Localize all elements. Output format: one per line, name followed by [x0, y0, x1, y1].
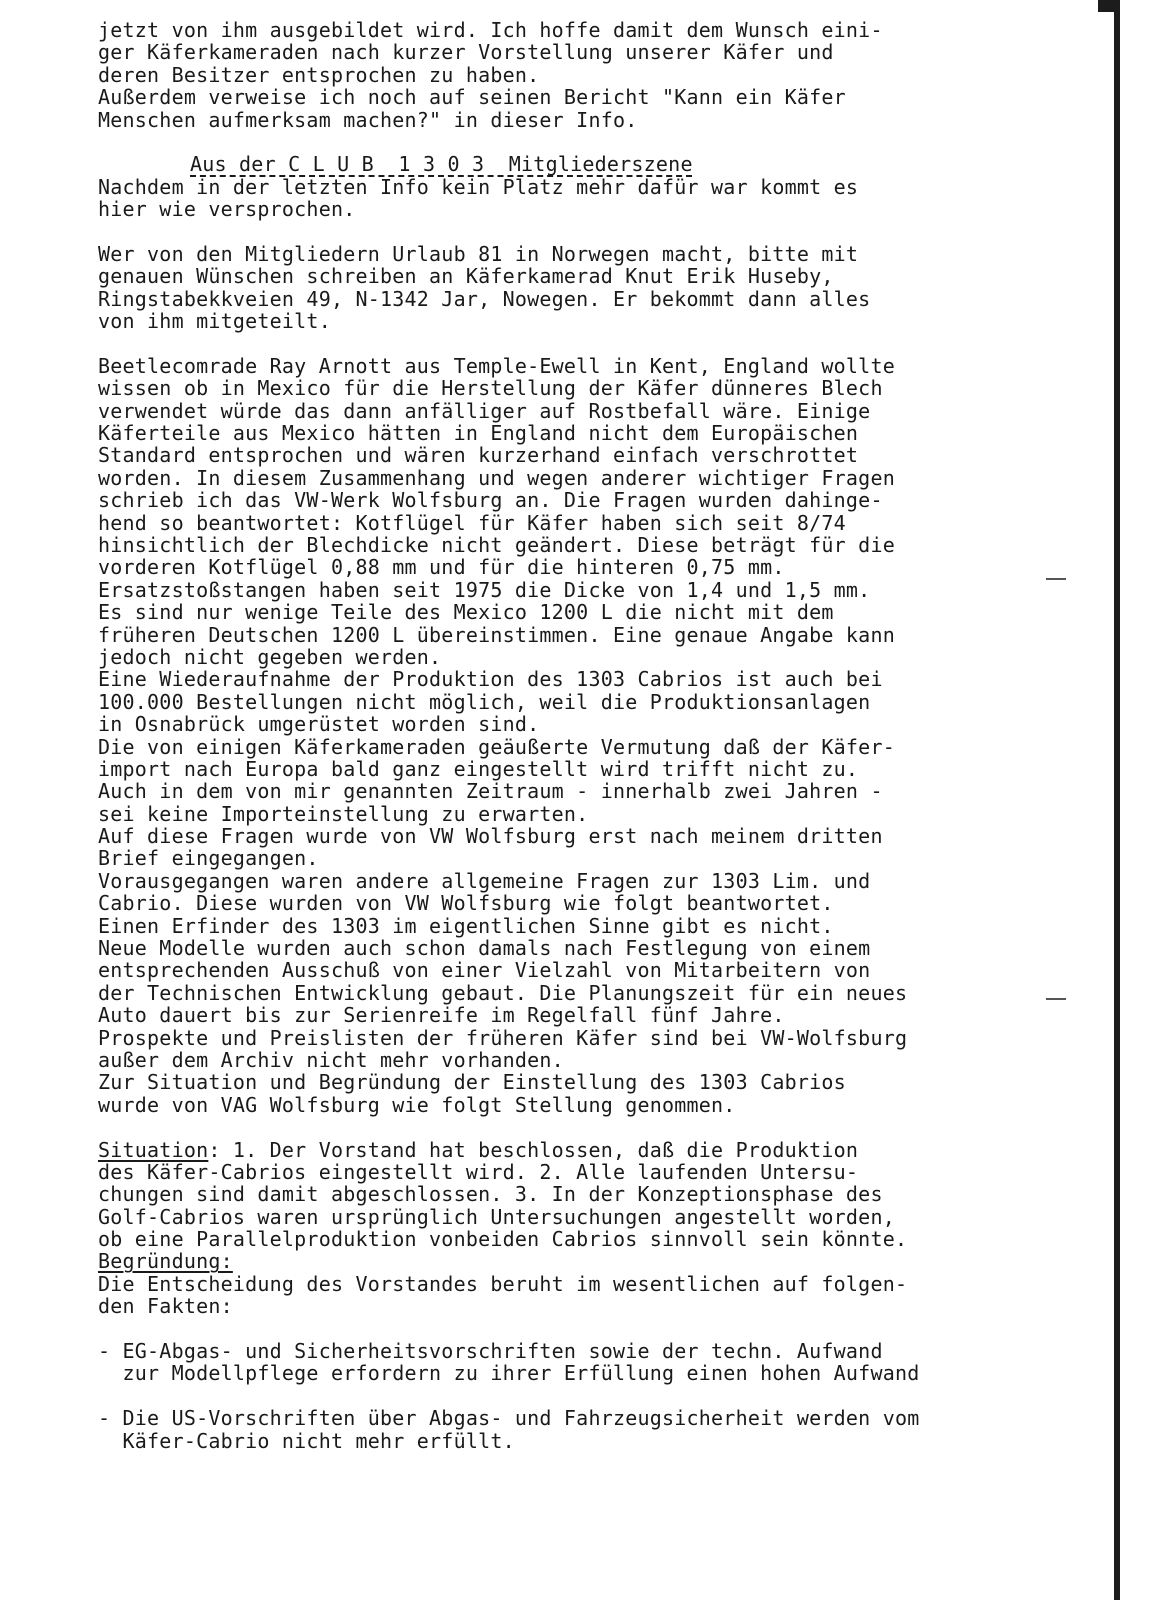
text-line: Standard entsprochen und wären kurzerhand einfach verschrottet — [98, 443, 859, 468]
section-heading — [98, 153, 1038, 175]
text-line: Auch in dem von mir genannten Zeitraum - innerhalb zwei Jahren - — [98, 779, 883, 804]
text-line: wissen ob in Mexico für die Herstellung der Käfer dünneres Blech — [98, 376, 883, 401]
text-line: Ringstabekkveien 49, N-1342 Jar, Nowegen. Er bekommt dann alles — [98, 286, 871, 311]
text-line: verwendet würde das dann anfälliger auf Rostbefall wäre. Einige — [98, 398, 871, 423]
text-line: Nachdem in der letzten Info kein Platz mehr dafür war kommt es — [98, 174, 859, 199]
text-line: Vorausgegangen waren andere allgemeine Fragen zur 1303 Lim. und — [98, 868, 871, 893]
text-line: früheren Deutschen 1200 L übereinstimmen. Eine genaue Angabe kann — [98, 622, 895, 647]
text-line: ger Käferkameraden nach kurzer Vorstellung unserer Käfer und — [98, 40, 834, 65]
text-line: sei keine Importeinstellung zu erwarten. — [98, 801, 589, 826]
text-line: wurde von VAG Wolfsburg wie folgt Stellung genommen. — [98, 1092, 736, 1117]
text-line: Auto dauert bis zur Serienreife im Regelfall fünf Jahre. — [98, 1003, 785, 1028]
text-line: Einen Erfinder des 1303 im eigentlichen Sinne gibt es nicht. — [98, 913, 834, 938]
text-line: Die von einigen Käferkameraden geäußerte Vermutung daß der Käfer- — [98, 734, 895, 759]
bullet-line: - EG-Abgas- und Sicherheitsvorschriften sowie der techn. Aufwand — [98, 1339, 883, 1364]
text-line: 100.000 Bestellungen nicht möglich, weil die Produktionsanlagen — [98, 689, 871, 714]
document-body — [98, 19, 1038, 1452]
begruendung-label: Begründung: — [98, 1249, 233, 1274]
text-line: Brief eingegangen. — [98, 846, 319, 871]
text-line: import nach Europa bald ganz eingestellt wird trifft nicht zu. — [98, 756, 859, 781]
situation-first-text: : 1. Der Vorstand hat beschlossen, daß die Produktion — [208, 1137, 859, 1162]
bullet-line: Käfer-Cabrio nicht mehr erfüllt. — [98, 1428, 515, 1453]
text-line: deren Besitzer entsprochen zu haben. — [98, 62, 540, 87]
page-edge-shadow — [1114, 0, 1120, 1600]
spacer — [98, 131, 1038, 153]
text-line: Eine Wiederaufnahme der Produktion des 1303 Cabrios ist auch bei — [98, 667, 883, 692]
text-line: worden. In diesem Zusammenhang und wegen anderer wichtiger Fragen — [98, 465, 895, 490]
page-edge-corner — [1098, 0, 1120, 12]
begruendung-line — [98, 1250, 1038, 1272]
text-line: entsprechenden Ausschuß von einer Vielzahl von Mitarbeitern von — [98, 958, 871, 983]
section-heading-text: Aus der C L U B 1 3 0 3 Mitgliederszene — [190, 152, 693, 177]
text-line: Menschen aufmerksam machen?" in dieser Info. — [98, 107, 638, 132]
text-line: Golf-Cabrios waren ursprünglich Untersuchungen angestellt worden, — [98, 1204, 895, 1229]
spacer — [98, 1116, 1038, 1138]
text-line: ob eine Parallelproduktion vonbeiden Cabrios sinnvoll sein könnte. — [98, 1227, 908, 1252]
text-line: vorderen Kotflügel 0,88 mm und für die hinteren 0,75 mm. — [98, 555, 785, 580]
text-line: jetzt von ihm ausgebildet wird. Ich hoffe damit dem Wunsch eini- — [98, 18, 883, 42]
spacer — [98, 221, 1038, 243]
text-line: der Technischen Entwicklung gebaut. Die Planungszeit für ein neues — [98, 980, 908, 1005]
text-line: Ersatzstoßstangen haben seit 1975 die Dicke von 1,4 und 1,5 mm. — [98, 577, 871, 602]
text-line: Beetlecomrade Ray Arnott aus Temple-Ewell in Kent, England wollte — [98, 353, 895, 378]
text-line: chungen sind damit abgeschlossen. 3. In der Konzeptionsphase des — [98, 1182, 883, 1207]
margin-mark — [1046, 578, 1066, 580]
bullet-line: - Die US-Vorschriften über Abgas- und Fahrzeugsicherheit werden vom — [98, 1406, 920, 1431]
text-line: Auf diese Fragen wurde von VW Wolfsburg erst nach meinem dritten — [98, 824, 883, 849]
situation-line — [98, 1139, 1038, 1161]
text-line: Die Entscheidung des Vorstandes beruht im wesentlichen auf folgen- — [98, 1271, 908, 1296]
text-line: Es sind nur wenige Teile des Mexico 1200 L die nicht mit dem — [98, 600, 834, 625]
text-line: von ihm mitgeteilt. — [98, 309, 331, 334]
spacer — [98, 332, 1038, 354]
text-line: des Käfer-Cabrios eingestellt wird. 2. Alle laufenden Untersu- — [98, 1159, 859, 1184]
text-line: außer dem Archiv nicht mehr vorhanden. — [98, 1047, 564, 1072]
situation-label: Situation — [98, 1137, 209, 1162]
bullet-line: zur Modellpflege erfordern zu ihrer Erfüllung einen hohen Aufwand — [98, 1361, 920, 1386]
text-line: Außerdem verweise ich noch auf seinen Bericht "Kann ein Käfer — [98, 85, 846, 110]
text-line: Käferteile aus Mexico hätten in England nicht dem Europäischen — [98, 421, 859, 446]
text-line: Wer von den Mitgliedern Urlaub 81 in Norwegen macht, bitte mit — [98, 241, 859, 266]
text-line: Cabrio. Diese wurden von VW Wolfsburg wie folgt beantwortet. — [98, 891, 834, 916]
spacer — [98, 1318, 1038, 1340]
text-line: Neue Modelle wurden auch schon damals nach Festlegung von einem — [98, 936, 871, 961]
text-line: Prospekte und Preislisten der früheren Käfer sind bei VW-Wolfsburg — [98, 1025, 908, 1050]
text-line: den Fakten: — [98, 1294, 233, 1319]
text-line: hend so beantwortet: Kotflügel für Käfer haben sich seit 8/74 — [98, 510, 846, 535]
text-line: jedoch nicht gegeben werden. — [98, 644, 442, 669]
text-line: in Osnabrück umgerüstet worden sind. — [98, 712, 540, 737]
margin-mark — [1046, 998, 1066, 1000]
text-line: schrieb ich das VW-Werk Wolfsburg an. Die Fragen wurden dahinge- — [98, 488, 883, 513]
text-line: Zur Situation und Begründung der Einstellung des 1303 Cabrios — [98, 1070, 846, 1095]
text-line: hinsichtlich der Blechdicke nicht geändert. Diese beträgt für die — [98, 532, 895, 557]
spacer — [98, 1385, 1038, 1407]
text-line: genauen Wünschen schreiben an Käferkamerad Knut Erik Huseby, — [98, 264, 834, 289]
text-line: hier wie versprochen. — [98, 197, 356, 222]
